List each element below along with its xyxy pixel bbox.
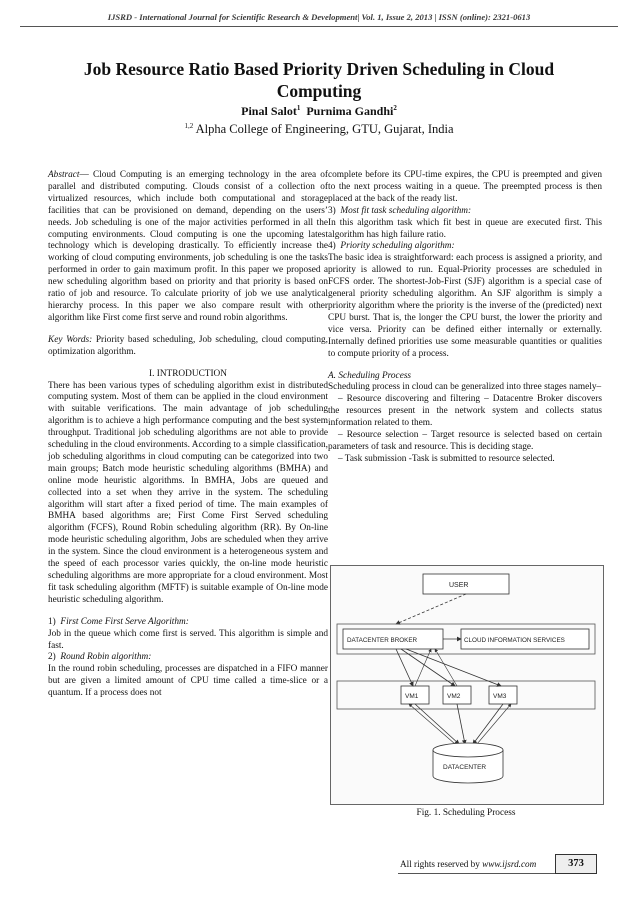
abstract-dash: —: [79, 170, 93, 180]
datacenter-cylinder-top: [433, 743, 503, 757]
subsection-1-text: Job in the queue which come first is served. This algorithm is simple and fast.: [48, 628, 328, 651]
vm3-label: VM3: [493, 693, 507, 700]
subsection-2-text-right: complete before its CPU-time expires, the CPU is preempted and given to the next process waiting in a queue. The preempted process is then placed at the back of the ready list.: [328, 170, 602, 204]
vm2-label: VM2: [447, 693, 461, 700]
subsection-3-heading: [328, 206, 602, 218]
journal-header: IJSRD - International Journal for Scientific Research & Development| Vol. 1, Issue 2, 2013 | ISSN (online): 2321-0613: [107, 12, 531, 22]
abstract: [48, 170, 328, 325]
header-rule: [20, 26, 618, 27]
subsection-1-number: 1): [48, 616, 56, 627]
subsection-2-title: Round Robin algorithm:: [60, 652, 152, 663]
keywords-text: Priority based scheduling, Job scheduling, cloud computing, optimization algorithm.: [48, 334, 328, 357]
subsection-3-text: In this algorithm task which fit best in queue are executed first. This algorithm has high failure ratio.: [328, 217, 602, 240]
subsection-2-text-left: In the round robin scheduling, processes are dispatched in a FIFO manner but are given a limited amount of CPU time called a time-slice or a quantum. If a process does not: [48, 664, 328, 699]
scheduling-step-2: – Resource selection – Target resource is selected based on certain parameters of task and resource. This is deciding stage.: [328, 430, 602, 452]
introduction-heading: I. INTRODUCTION: [149, 368, 227, 379]
affiliation-sup: 1,2: [184, 121, 194, 130]
subsection-4-title: Priority scheduling algorithm:: [340, 241, 455, 252]
page-number: 373: [555, 854, 597, 874]
scheduling-diagram: [330, 565, 604, 805]
introduction-paragraph: There has been various types of scheduling algorithm exist in distributed computing system. Most of them can be applied in the cloud environment with suitable verifications. The main advantage of job scheduling algorithm is to achieve a high performance computing and the best system throughput. Traditional job scheduling algorithms are not able to provide scheduling in the cloud environments. According to a simple classification, job scheduling algorithms in cloud computing can be categorized into two main groups; Batch mode heuristic scheduling algorithms (BMHA) and online mode heuristic algorithms. In BMHA, Jobs are queued and collected into a set when they arrive in the system. The scheduling algorithm will start after a fixed period of time. The main examples of BMHA based algorithms are; First Come First Served scheduling algorithm (FCFS), Round Robin scheduling algorithm (RR). By On-line mode heuristic scheduling algorithm, Jobs are scheduled when they arrive in the system. Since the cloud environment is a heterogeneous system and the speed of each processor varies quickly, the on-line mode heuristic scheduling algorithms are more appropriate for a cloud environment. Most fit task scheduling algorithm (MFTF) is suitable example of On-line mode heuristic scheduling algorithm.: [48, 380, 328, 605]
subsection-3-title: Most fit task scheduling algorithm:: [340, 205, 472, 216]
affiliation: Alpha College of Engineering, GTU, Gujarat, India: [195, 122, 454, 136]
broker-label: DATACENTER BROKER: [347, 637, 418, 644]
subsection-4-heading: [328, 241, 602, 253]
datacenter-label: DATACENTER: [443, 764, 487, 771]
paper-title: Job Resource Ratio Based Priority Driven Scheduling in Cloud Computing: [83, 59, 555, 101]
author-1-sup: 1: [296, 104, 301, 112]
vm3-dc-arrow: [473, 704, 503, 744]
scheduling-intro: Scheduling process in cloud can be generalized into three stages namely–: [328, 382, 602, 393]
broker-vm2-arrow: [401, 649, 455, 686]
abstract-text: Cloud Computing is an emerging technology in the area of parallel and distributed computing. Clouds consist of a collection of virtualized resources, which include both computational and storage facilities that can be provisioned on demand, depending on the users’ needs. Job scheduling is one of the major activities performed in all the computing environments. Cloud computing is one the upcoming latest technology which is developing drastically. To efficiently increase the working of cloud computing environments, job scheduling is one the tasks performed in order to gain maximum profit. In this paper we proposed a new scheduling algorithm based on priority and that priority is based on ratio of job and resource. To calculate priority of job we use analytical hierarchy process. In this paper we also compare result with other algorithm like First come first serve and round robin algorithms.: [48, 170, 329, 323]
footer-rights-text: All rights reserved by: [400, 859, 483, 869]
author-2-sup: 2: [393, 104, 397, 112]
keywords: [48, 335, 328, 359]
subsection-1-title: First Come First Serve Algorithm:: [60, 616, 189, 627]
user-broker-arrow: [396, 594, 466, 624]
footer-rights: [400, 859, 536, 869]
subsection-2-heading: [48, 652, 328, 664]
subsection-3-number: 3): [328, 205, 336, 216]
author-line: [0, 104, 638, 119]
scheduling-step-3: – Task submission -Task is submitted to resource selected.: [338, 453, 555, 464]
vm2-dc-arrow: [457, 704, 465, 744]
cis-label: CLOUD INFORMATION SERVICES: [464, 637, 565, 644]
subsection-1-heading: [48, 617, 328, 629]
subsection-2-number: 2): [48, 652, 56, 663]
subsection-4-text: The basic idea is straightforward: each process is assigned a priority, and priority is allowed to run. Equal-Priority processes are scheduled in FCFS order. The shortest-Job-First (SJF) algorithm is a special case of general priority scheduling algorithm. An SJF algorithm is simply a priority algorithm where the priority is the inverse of the (predicted) next CPU burst. That is, the longer the CPU burst, the lower the priority and vice versa. Priority can be defined either internally or externally. Internally defined priorities use some measurable quantities or qualities to compute priority of a process.: [328, 253, 602, 359]
scheduling-heading: A. Scheduling Process: [328, 370, 412, 381]
scheduling-step-1: – Resource discovering and filtering – Datacentre Broker discovers the resources present in the network system and collects status information related to them.: [328, 394, 602, 429]
subsection-4-number: 4): [328, 241, 336, 252]
vm1-label: VM1: [405, 693, 419, 700]
broker-vm1-arrow: [396, 649, 413, 686]
affiliation-line: [0, 122, 638, 137]
abstract-label: Abstract: [48, 170, 80, 180]
right-column: [328, 170, 602, 466]
vm1-dc-arrow: [415, 704, 459, 744]
dc-vm3-arrow: [477, 704, 511, 744]
figure-caption: Fig. 1. Scheduling Process: [416, 808, 516, 818]
user-label: USER: [449, 582, 469, 589]
footer-rule: [398, 873, 555, 874]
author-2: Purnima Gandhi: [306, 104, 394, 118]
dc-vm1-arrow: [409, 704, 455, 744]
keywords-label: Key Words:: [48, 334, 93, 345]
left-column: [48, 170, 328, 700]
footer-site-link[interactable]: www.ijsrd.com: [482, 859, 537, 869]
author-1: Pinal Salot: [241, 104, 297, 118]
scheduling-diagram-svg: [331, 566, 603, 804]
